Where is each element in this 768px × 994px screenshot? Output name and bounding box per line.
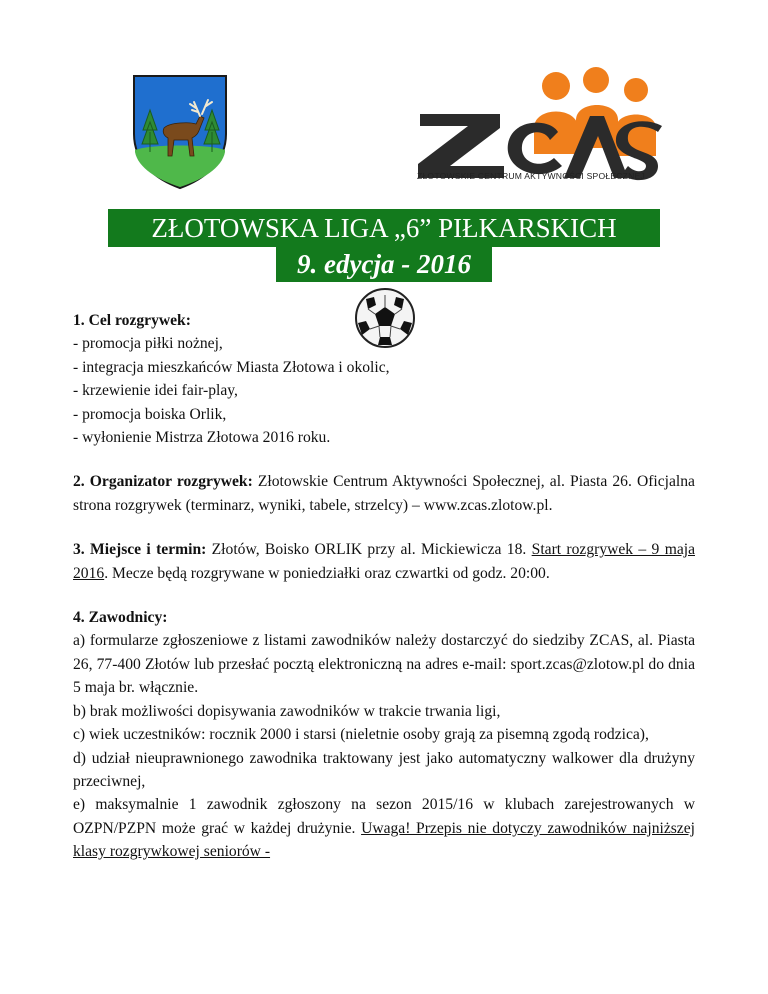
list-item: - integracja mieszkańców Miasta Złotowa i okolic, <box>73 358 390 376</box>
note-text: Uwaga! Przepis nie dotyczy zawodników najniższej klasy rozgrywkowej seniorów - <box>73 819 695 861</box>
paragraph-text: . Mecze będą rozgrywane w poniedziałki oraz czwartki od godz. 20:00. <box>104 564 550 582</box>
section-organizer <box>73 470 695 517</box>
section-players <box>73 606 695 863</box>
paragraph-text: Złotowskie Centrum Aktywności Społecznej, al. Piasta 26. Oficjalna strona rozgrywek (terminarz, wyniki, tabele, strzelcy) – www.zcas.zlotow.pl. <box>73 473 695 514</box>
list-item: e) maksymalnie 1 zawodnik zgłoszony na sezon 2015/16 w klubach zarejestrowanych w OZPN/PZPN może grać w każdej drużynie. <box>73 796 695 837</box>
list-item: - promocja boiska Orlik, <box>73 405 227 423</box>
start-date-text: Start rozgrywek – 9 maja 2016 <box>73 541 695 582</box>
list-item: d) udział nieuprawnionego zawodnika traktowany jest jako automatyczny walkower dla drużyny przeciwnej, <box>73 749 695 790</box>
zcas-tagline: ZŁOTOWSKIE CENTRUM AKTYWNOŚCI SPOŁECZNEJ <box>417 171 645 181</box>
section-heading: 1. Cel rozgrywek: <box>73 312 191 329</box>
section-heading: 2. Organizator rozgrywek: <box>73 473 253 491</box>
title-edition: 9. edycja - 2016 <box>276 246 492 282</box>
list-item: - krzewienie idei fair-play, <box>73 382 238 400</box>
title-main: ZŁOTOWSKA LIGA „6” PIŁKARSKICH <box>108 209 660 247</box>
regulations-text <box>73 309 695 885</box>
list-item: - promocja piłki nożnej, <box>73 335 223 353</box>
section-place-date <box>73 538 695 585</box>
list-item: b) brak możliwości dopisywania zawodników w trakcie trwania ligi, <box>73 702 501 720</box>
section-goals <box>73 309 695 449</box>
list-item: - wyłonienie Mistrza Złotowa 2016 roku. <box>73 429 331 447</box>
section-heading: 4. Zawodnicy: <box>73 609 168 627</box>
paragraph-text: Złotów, Boisko ORLIK przy al. Mickiewicza 18. <box>206 541 532 559</box>
section-heading: 3. Miejsce i termin: <box>73 541 207 559</box>
list-item: c) wiek uczestników: rocznik 2000 i starsi (nieletnie osoby grają za pisemną zgodą rodzica), <box>73 726 649 744</box>
list-item: a) formularze zgłoszeniowe z listami zawodników należy dostarczyć do siedziby ZCAS, al. Piasta 26, 77-400 Złotów lub przesłać pocztą elektroniczną na adres e-mail: sport.zcas@zlotow.pl do dnia 5 maja br. włącznie. <box>73 632 695 697</box>
coat-of-arms-icon <box>130 72 230 190</box>
